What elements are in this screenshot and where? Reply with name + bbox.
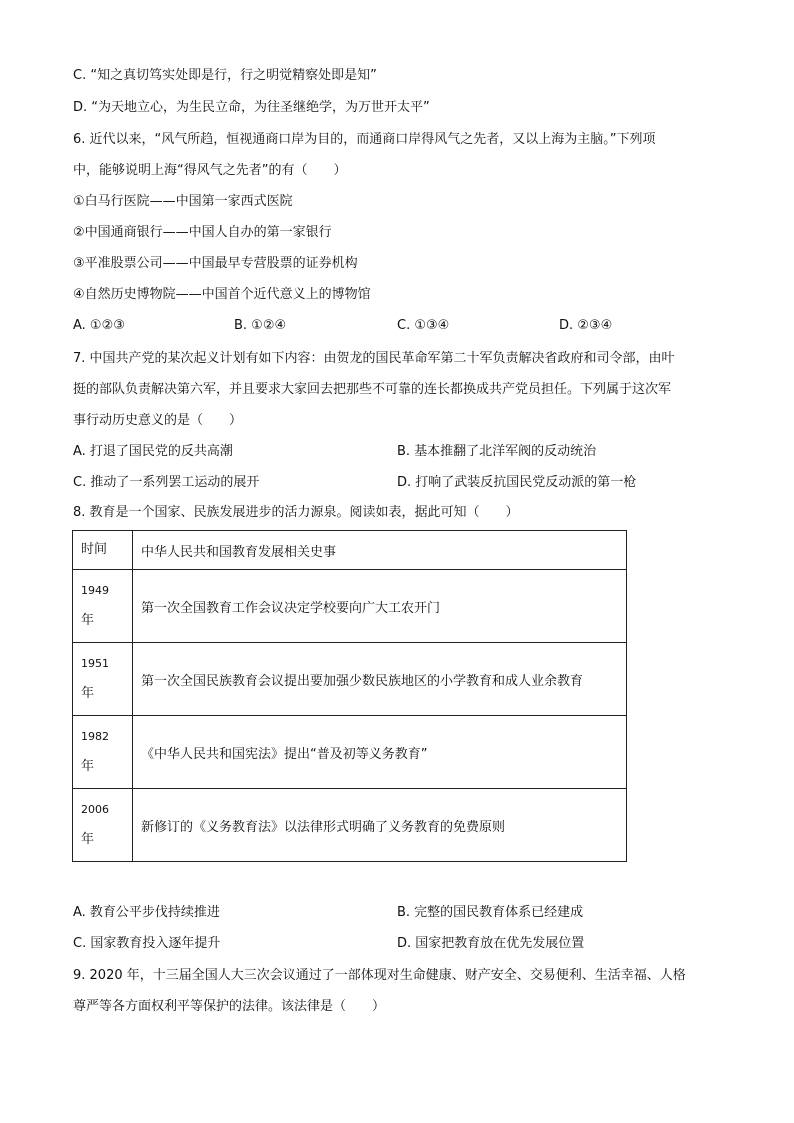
table-cell-event: 第一次全国教育工作会议决定学校要向广大工农开门 bbox=[133, 570, 627, 643]
q7-stem-line-3: 事行动历史意义的是（ ） bbox=[73, 413, 243, 428]
q8-option-a: A. 教育公平步伐持续推进 bbox=[73, 905, 220, 920]
year-unit: 年 bbox=[81, 613, 95, 628]
year-unit: 年 bbox=[81, 832, 95, 847]
year-value: 2006 bbox=[81, 803, 109, 816]
year-unit: 年 bbox=[81, 759, 95, 774]
q6-option-c: C. ①③④ bbox=[397, 318, 450, 333]
table-header-event: 中华人民共和国教育发展相关史事 bbox=[133, 531, 627, 570]
q8-option-d: D. 国家把教育放在优先发展位置 bbox=[397, 936, 585, 951]
q6-option-a: A. ①②③ bbox=[73, 318, 125, 333]
q7-option-b: B. 基本推翻了北洋军阀的反动统治 bbox=[397, 444, 597, 459]
q6-item-4: ④自然历史博物院——中国首个近代意义上的博物馆 bbox=[73, 287, 371, 302]
table-cell-year bbox=[73, 570, 133, 643]
q7-option-d: D. 打响了武装反抗国民党反动派的第一枪 bbox=[397, 475, 637, 490]
table-row bbox=[73, 570, 627, 643]
q7-stem-line-1: 7. 中国共产党的某次起义计划有如下内容：由贺龙的国民革命军第二十军负责解决省政府和司令部，由叶 bbox=[73, 351, 675, 366]
table-header-row bbox=[73, 531, 627, 570]
table-cell-event: 新修订的《义务教育法》以法律形式明确了义务教育的免费原则 bbox=[133, 789, 627, 862]
q7-option-c: C. 推动了一系列罢工运动的展开 bbox=[73, 475, 260, 490]
q6-stem-line-1: 6. 近代以来，“风气所趋，恒视通商口岸为目的，而通商口岸得风气之先者，又以上海为主脑。”下列项 bbox=[73, 132, 656, 147]
year-value: 1949 bbox=[81, 584, 109, 597]
table-cell-year bbox=[73, 716, 133, 789]
q6-stem-line-2: 中，能够说明上海“得风气之先者”的有（ ） bbox=[73, 163, 347, 178]
table-cell-year bbox=[73, 789, 133, 862]
q7-stem-line-2: 挺的部队负责解决第六军，并且要求大家回去把那些不可靠的连长都换成共产党员担任。下列属于这次军 bbox=[73, 382, 672, 397]
table-row bbox=[73, 643, 627, 716]
q7-option-a: A. 打退了国民党的反共高潮 bbox=[73, 444, 233, 459]
q8-option-b: B. 完整的国民教育体系已经建成 bbox=[397, 905, 584, 920]
q6-item-1: ①白马行医院——中国第一家西式医院 bbox=[73, 194, 293, 209]
year-unit: 年 bbox=[81, 686, 95, 701]
table-row bbox=[73, 789, 627, 862]
education-history-table bbox=[72, 530, 627, 862]
q8-option-c: C. 国家教育投入逐年提升 bbox=[73, 936, 221, 951]
q6-option-b: B. ①②④ bbox=[234, 318, 287, 333]
table-row bbox=[73, 716, 627, 789]
prev-option-c: C. “知之真切笃实处即是行，行之明觉精察处即是知” bbox=[73, 68, 377, 83]
year-value: 1982 bbox=[81, 730, 109, 743]
q6-item-3: ③平准股票公司——中国最早专营股票的证券机构 bbox=[73, 256, 358, 271]
q8-stem: 8. 教育是一个国家、民族发展进步的活力源泉。阅读如表，据此可知（ ） bbox=[73, 505, 519, 520]
q6-item-2: ②中国通商银行——中国人自办的第一家银行 bbox=[73, 225, 332, 240]
q6-option-d: D. ②③④ bbox=[559, 318, 613, 333]
table-cell-event: 《中华人民共和国宪法》提出“普及初等义务教育” bbox=[133, 716, 627, 789]
table-cell-event: 第一次全国民族教育会议提出要加强少数民族地区的小学教育和成人业余教育 bbox=[133, 643, 627, 716]
table-cell-year bbox=[73, 643, 133, 716]
table-header-time: 时间 bbox=[73, 531, 133, 570]
q9-stem-line-2: 尊严等各方面权利平等保护的法律。该法律是（ ） bbox=[73, 999, 386, 1014]
prev-option-d: D. “为天地立心，为生民立命，为往圣继绝学，为万世开太平” bbox=[73, 100, 430, 115]
q9-stem-line-1: 9. 2020 年，十三届全国人大三次会议通过了一部体现对生命健康、财产安全、交易便利、生活幸福、人格 bbox=[73, 968, 686, 983]
year-value: 1951 bbox=[81, 657, 109, 670]
